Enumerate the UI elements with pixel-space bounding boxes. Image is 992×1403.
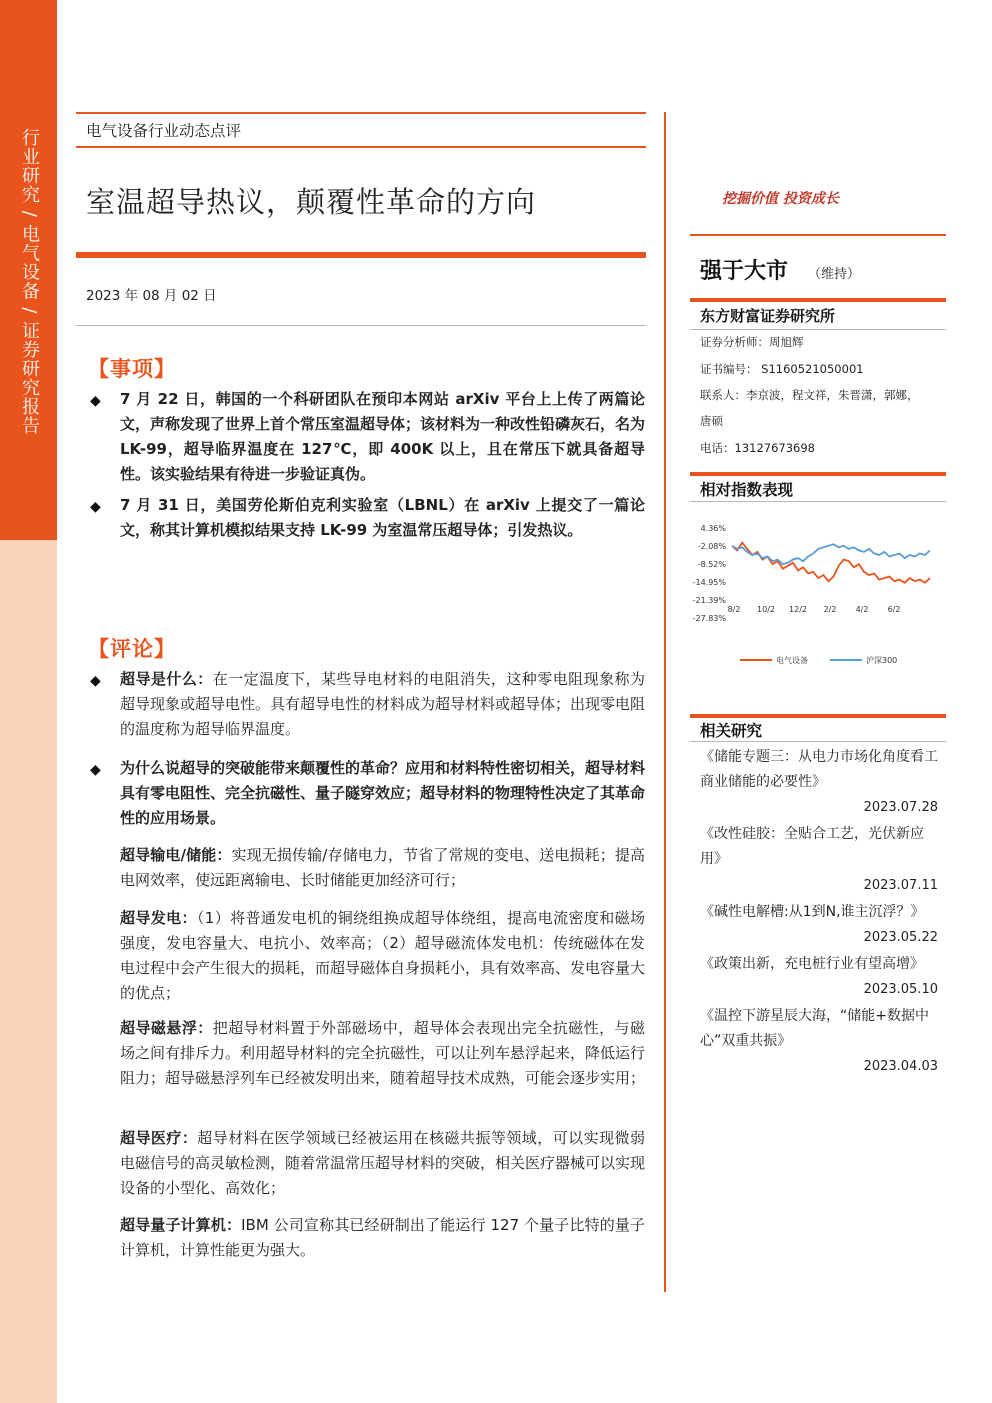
slogan: 挖掘价值 投资成长 [722, 191, 839, 207]
comment-item-2: 为什么说超导的突破能带来颠覆性的革命？应用和材料特性密切相关，超导材料具有零电阻性、完全抗磁性、量子隧穿效应；超导材料的物理特性决定了其革命性的应用场景。 [120, 759, 646, 827]
y-tick-label: -14.95% [692, 578, 726, 587]
title-rule [76, 252, 646, 258]
related-report[interactable]: 《储能专题三：从电力市场化角度看工商业储能的必要性》 [700, 749, 938, 790]
comments-heading: 【评论】 [88, 637, 176, 661]
x-tick-label: 12/2 [789, 605, 807, 614]
x-tick-label: 6/2 [887, 605, 901, 614]
contacts: 联系人：李京波，程文祥，朱晋潇，郭娜， [700, 388, 919, 402]
matters-heading: 【事项】 [88, 357, 176, 381]
app-quantum [120, 1213, 645, 1263]
bullet-icon: ◆ [90, 673, 101, 689]
related-rule [690, 714, 946, 718]
app-maglev [120, 1016, 645, 1091]
matter-item-2: 7 月 31 日，美国劳伦斯伯克利实验室（LBNL）在 arXiv 上提交了一篇论文，称其计算机模拟结果支持 LK-99 为室温常压超导体；引发热议。 [120, 496, 645, 539]
analyst: 证券分析师：周旭辉 [700, 335, 804, 349]
legend-label: 沪深300 [866, 656, 898, 664]
x-tick-label: 8/2 [727, 605, 741, 614]
related-report[interactable]: 《改性硅胶：全贴合工艺，光伏新应用》 [700, 826, 924, 867]
related-report-date: 2023.07.11 [863, 878, 938, 893]
index-divider [690, 501, 946, 502]
sidebar-label: 行业研究 / 电气设备 / 证券研究报告 [19, 128, 40, 436]
series-hs300-line [732, 544, 930, 564]
org-rule [690, 298, 946, 302]
legend-label: 电气设备 [776, 656, 808, 664]
x-tick-label: 10/2 [757, 605, 775, 614]
app-text: IBM 公司宣称其已经研制出了能运行 127 个量子比特的量子计算机，计算性能更为强大。 [120, 1216, 645, 1259]
org-name: 东方财富证券研究所 [700, 307, 836, 325]
index-heading: 相对指数表现 [700, 481, 794, 499]
bullet-icon: ◆ [90, 762, 101, 778]
chart-legend [740, 655, 897, 664]
app-text: 实现无损传输/存储电力，节省了常规的变电、送电损耗；提高电网效率，使远距离输电、长时储能更加经济可行； [120, 846, 645, 889]
y-tick-label: -27.83% [692, 614, 726, 623]
org-divider [690, 329, 946, 330]
app-title: 超导医疗： [120, 1129, 198, 1147]
related-report-date: 2023.05.10 [863, 982, 938, 997]
x-axis-labels [728, 605, 901, 614]
app-text: 把超导材料置于外部磁场中，超导体会表现出完全抗磁性，与磁场之间有排斥力。利用超导材料的完全抗磁性，可以让列车悬浮起来，降低运行阻力；超导磁悬浮列车已经被发明出来，随着超导技术成熟，可能会逐步实用； [120, 1019, 646, 1087]
related-report-date: 2023.05.22 [863, 930, 938, 945]
app-medical [120, 1126, 645, 1201]
app-generation [120, 906, 645, 1006]
app-title: 超导磁悬浮： [120, 1019, 213, 1037]
x-tick-label: 4/2 [855, 605, 869, 614]
comment-item-1 [120, 667, 645, 742]
bullet-icon: ◆ [90, 499, 101, 515]
related-heading: 相关研究 [700, 722, 763, 740]
app-transmission [120, 843, 645, 893]
app-title: 超导量子计算机： [120, 1216, 242, 1234]
comment-item-1-text: 在一定温度下，某些导电材料的电阻消失，这种零电阻现象称为超导现象或超导电性。具有超导电性的材料成为超导材料或超导体；出现零电阻的温度称为超导临界温度。 [120, 670, 646, 738]
series-electric-line [732, 543, 930, 583]
report-category: 电气设备行业动态点评 [86, 122, 242, 140]
column-divider [664, 112, 666, 1292]
related-report[interactable]: 《碱性电解槽:从1到N,谁主沉浮？》 [700, 904, 925, 920]
index-rule [690, 472, 946, 476]
x-tick-label: 2/2 [823, 605, 837, 614]
y-tick-label: -2.08% [697, 542, 726, 551]
matter-item-1: 7 月 22 日，韩国的一个科研团队在预印本网站 arXiv 平台上上传了两篇论文，声称发现了世界上首个常压室温超导体；该材料为一种改性铅磷灰石，名为 LK-99，超导临界温度在 127℃，即 400K 以上，且在常压下就具备超导性。该实验结果有待进一步验证真伪。 [120, 390, 646, 483]
app-text: （1）将普通发电机的铜绕组换成超导体绕组，提高电流密度和磁场强度，发电容量大、电抗小、效率高；（2）超导磁流体发电机：传统磁体在发电过程中会产生很大的损耗，而超导磁体自身损耗小，具有效率高、发电容量大的优点； [120, 909, 646, 1002]
sidebar-lower [0, 540, 57, 1403]
bullet-icon: ◆ [90, 393, 101, 409]
app-title: 超导发电： [120, 909, 197, 927]
rating-note: （维持） [808, 267, 861, 282]
related-divider [690, 741, 946, 742]
related-report-date: 2023.07.28 [863, 800, 938, 815]
phone: 电话：13127673698 [700, 441, 815, 455]
y-axis-labels [693, 524, 727, 623]
app-title: 超导输电/储能： [120, 846, 232, 864]
cert-number: 证书编号： S1160521050001 [700, 362, 864, 376]
app-text: 超导材料在医学领域已经被运用在核磁共振等领域，可以实现微弱电磁信号的高灵敏检测，随着常温常压超导材料的突破，相关医疗器械可以实现设备的小型化、高效化； [120, 1129, 646, 1197]
y-tick-label: -21.39% [692, 596, 726, 605]
y-tick-label: 4.36% [700, 524, 726, 533]
contacts-cont: 唐硕 [700, 414, 723, 428]
comment-item-1-title: 超导是什么： [120, 670, 213, 688]
date-rule [76, 325, 646, 326]
rating: 强于大市 [700, 259, 789, 284]
category-rule [76, 146, 646, 148]
relative-index-chart [690, 514, 940, 664]
top-rule [76, 112, 646, 114]
related-report-date: 2023.04.03 [863, 1059, 938, 1074]
rating-rule [690, 234, 946, 236]
related-report[interactable]: 《温控下游星辰大海，“储能+数据中心”双重共振》 [700, 1008, 929, 1049]
report-date: 2023 年 08 月 02 日 [86, 288, 217, 304]
y-tick-label: -8.52% [697, 560, 726, 569]
page-title: 室温超导热议，颠覆性革命的方向 [86, 185, 537, 219]
related-report[interactable]: 《政策出新，充电桩行业有望高增》 [700, 956, 924, 972]
